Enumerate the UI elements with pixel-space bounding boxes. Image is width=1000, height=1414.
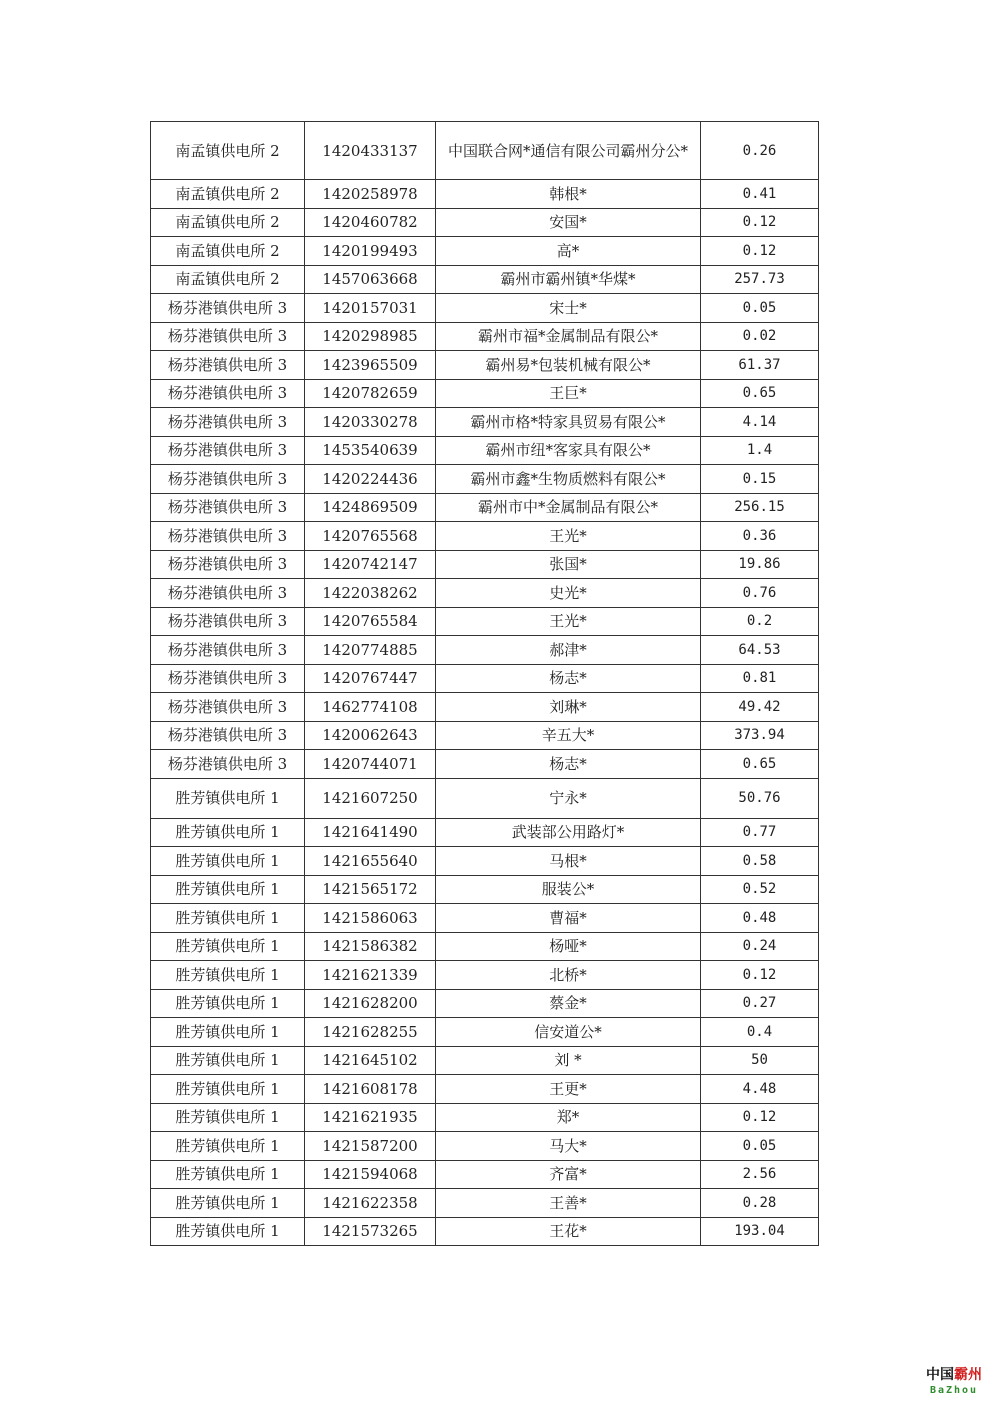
logo-wordmark: [921, 1366, 987, 1384]
amount-cell: 257.73: [701, 265, 819, 294]
table-row: [151, 1046, 819, 1075]
table-row: [151, 465, 819, 494]
customer-name-cell: 王更*: [436, 1075, 701, 1104]
station-cell: 南孟镇供电所 2: [151, 180, 305, 209]
account-number-cell: 1421641490: [305, 818, 436, 847]
table-body: [151, 122, 819, 1246]
account-number-cell: 1422038262: [305, 579, 436, 608]
customer-name-cell: 杨志*: [436, 750, 701, 779]
customer-name-cell: 王巨*: [436, 379, 701, 408]
amount-cell: 0.26: [701, 122, 819, 180]
amount-cell: 50.76: [701, 778, 819, 818]
account-number-cell: 1453540639: [305, 436, 436, 465]
account-number-cell: 1421608178: [305, 1075, 436, 1104]
customer-name-cell: 韩根*: [436, 180, 701, 209]
customer-name-cell: 张国*: [436, 550, 701, 579]
station-cell: 杨芬港镇供电所 3: [151, 493, 305, 522]
customer-name-cell: 曹福*: [436, 904, 701, 933]
amount-cell: 50: [701, 1046, 819, 1075]
account-number-cell: 1421621935: [305, 1103, 436, 1132]
table-row: [151, 493, 819, 522]
amount-cell: 1.4: [701, 436, 819, 465]
account-number-cell: 1420765584: [305, 607, 436, 636]
account-number-cell: 1421573265: [305, 1217, 436, 1246]
table-row: [151, 122, 819, 180]
station-cell: 南孟镇供电所 2: [151, 265, 305, 294]
account-number-cell: 1420330278: [305, 408, 436, 437]
station-cell: 胜芳镇供电所 1: [151, 1018, 305, 1047]
station-cell: 胜芳镇供电所 1: [151, 932, 305, 961]
account-number-cell: 1421628255: [305, 1018, 436, 1047]
account-number-cell: 1423965509: [305, 351, 436, 380]
amount-cell: 256.15: [701, 493, 819, 522]
account-number-cell: 1421594068: [305, 1160, 436, 1189]
amount-cell: 0.76: [701, 579, 819, 608]
logo-text-china: 中国: [926, 1367, 954, 1383]
table-row: [151, 1132, 819, 1161]
amount-cell: 0.12: [701, 1103, 819, 1132]
station-cell: 杨芬港镇供电所 3: [151, 721, 305, 750]
account-number-cell: 1420199493: [305, 237, 436, 266]
customer-name-cell: 霸州市中*金属制品有限公*: [436, 493, 701, 522]
account-number-cell: 1421655640: [305, 847, 436, 876]
account-number-cell: 1457063668: [305, 265, 436, 294]
customer-name-cell: 霸州市霸州镇*华煤*: [436, 265, 701, 294]
account-number-cell: 1420157031: [305, 294, 436, 323]
account-number-cell: 1462774108: [305, 693, 436, 722]
customer-name-cell: 王光*: [436, 522, 701, 551]
table-row: [151, 180, 819, 209]
account-number-cell: 1421565172: [305, 875, 436, 904]
station-cell: 杨芬港镇供电所 3: [151, 436, 305, 465]
account-number-cell: 1421607250: [305, 778, 436, 818]
customer-name-cell: 宋士*: [436, 294, 701, 323]
customer-name-cell: 高*: [436, 237, 701, 266]
amount-cell: 0.05: [701, 294, 819, 323]
table-row: [151, 818, 819, 847]
station-cell: 杨芬港镇供电所 3: [151, 408, 305, 437]
table-row: [151, 1103, 819, 1132]
station-cell: 胜芳镇供电所 1: [151, 1160, 305, 1189]
amount-cell: 0.65: [701, 750, 819, 779]
arrears-table: [150, 121, 819, 1246]
customer-name-cell: 蔡金*: [436, 989, 701, 1018]
amount-cell: 19.86: [701, 550, 819, 579]
logo-text-bazhou: 霸州: [954, 1367, 982, 1383]
amount-cell: 0.58: [701, 847, 819, 876]
amount-cell: 193.04: [701, 1217, 819, 1246]
table-row: [151, 579, 819, 608]
table-row: [151, 522, 819, 551]
customer-name-cell: 郝津*: [436, 636, 701, 665]
station-cell: 杨芬港镇供电所 3: [151, 465, 305, 494]
station-cell: 胜芳镇供电所 1: [151, 1103, 305, 1132]
logo-pinyin: BaZhou: [929, 1385, 979, 1396]
amount-cell: 0.12: [701, 961, 819, 990]
station-cell: 杨芬港镇供电所 3: [151, 322, 305, 351]
amount-cell: 0.02: [701, 322, 819, 351]
account-number-cell: 1421621339: [305, 961, 436, 990]
account-number-cell: 1420744071: [305, 750, 436, 779]
table-row: [151, 322, 819, 351]
amount-cell: 0.15: [701, 465, 819, 494]
amount-cell: 0.81: [701, 664, 819, 693]
station-cell: 胜芳镇供电所 1: [151, 1217, 305, 1246]
account-number-cell: 1421586382: [305, 932, 436, 961]
table-row: [151, 721, 819, 750]
table-row: [151, 265, 819, 294]
table-row: [151, 750, 819, 779]
customer-name-cell: 辛五大*: [436, 721, 701, 750]
station-cell: 南孟镇供电所 2: [151, 122, 305, 180]
station-cell: 杨芬港镇供电所 3: [151, 379, 305, 408]
customer-name-cell: 杨志*: [436, 664, 701, 693]
site-logo[interactable]: [921, 1366, 987, 1402]
station-cell: 胜芳镇供电所 1: [151, 904, 305, 933]
table-row: [151, 989, 819, 1018]
table-row: [151, 1018, 819, 1047]
station-cell: 胜芳镇供电所 1: [151, 1132, 305, 1161]
account-number-cell: 1421645102: [305, 1046, 436, 1075]
account-number-cell: 1421628200: [305, 989, 436, 1018]
station-cell: 胜芳镇供电所 1: [151, 818, 305, 847]
account-number-cell: 1420224436: [305, 465, 436, 494]
customer-name-cell: 霸州市纽*客家具有限公*: [436, 436, 701, 465]
account-number-cell: 1420774885: [305, 636, 436, 665]
table-row: [151, 636, 819, 665]
amount-cell: 0.24: [701, 932, 819, 961]
amount-cell: 0.52: [701, 875, 819, 904]
customer-name-cell: 霸州市鑫*生物质燃料有限公*: [436, 465, 701, 494]
table-row: [151, 208, 819, 237]
table-row: [151, 932, 819, 961]
account-number-cell: 1424869509: [305, 493, 436, 522]
customer-name-cell: 史光*: [436, 579, 701, 608]
amount-cell: 0.41: [701, 180, 819, 209]
amount-cell: 0.65: [701, 379, 819, 408]
table-row: [151, 904, 819, 933]
table-row: [151, 294, 819, 323]
account-number-cell: 1420742147: [305, 550, 436, 579]
account-number-cell: 1420298985: [305, 322, 436, 351]
account-number-cell: 1420765568: [305, 522, 436, 551]
table-row: [151, 379, 819, 408]
amount-cell: 0.28: [701, 1189, 819, 1218]
customer-name-cell: 马根*: [436, 847, 701, 876]
customer-name-cell: 刘 *: [436, 1046, 701, 1075]
customer-name-cell: 刘琳*: [436, 693, 701, 722]
station-cell: 胜芳镇供电所 1: [151, 989, 305, 1018]
customer-name-cell: 齐富*: [436, 1160, 701, 1189]
station-cell: 杨芬港镇供电所 3: [151, 693, 305, 722]
amount-cell: 49.42: [701, 693, 819, 722]
table-row: [151, 961, 819, 990]
station-cell: 杨芬港镇供电所 3: [151, 636, 305, 665]
customer-name-cell: 服装公*: [436, 875, 701, 904]
station-cell: 杨芬港镇供电所 3: [151, 750, 305, 779]
account-number-cell: 1421622358: [305, 1189, 436, 1218]
amount-cell: 0.77: [701, 818, 819, 847]
customer-name-cell: 安国*: [436, 208, 701, 237]
customer-name-cell: 武装部公用路灯*: [436, 818, 701, 847]
table-row: [151, 1189, 819, 1218]
station-cell: 胜芳镇供电所 1: [151, 1046, 305, 1075]
amount-cell: 0.2: [701, 607, 819, 636]
customer-name-cell: 王花*: [436, 1217, 701, 1246]
account-number-cell: 1420062643: [305, 721, 436, 750]
station-cell: 杨芬港镇供电所 3: [151, 522, 305, 551]
amount-cell: 0.12: [701, 237, 819, 266]
amount-cell: 4.14: [701, 408, 819, 437]
table-row: [151, 875, 819, 904]
customer-name-cell: 宁永*: [436, 778, 701, 818]
table-row: [151, 847, 819, 876]
amount-cell: 0.05: [701, 1132, 819, 1161]
station-cell: 南孟镇供电所 2: [151, 237, 305, 266]
amount-cell: 0.12: [701, 208, 819, 237]
amount-cell: 0.27: [701, 989, 819, 1018]
account-number-cell: 1420258978: [305, 180, 436, 209]
table-row: [151, 351, 819, 380]
station-cell: 杨芬港镇供电所 3: [151, 550, 305, 579]
amount-cell: 2.56: [701, 1160, 819, 1189]
account-number-cell: 1421587200: [305, 1132, 436, 1161]
table-row: [151, 237, 819, 266]
customer-name-cell: 信安道公*: [436, 1018, 701, 1047]
station-cell: 杨芬港镇供电所 3: [151, 664, 305, 693]
customer-name-cell: 王善*: [436, 1189, 701, 1218]
table-row: [151, 1217, 819, 1246]
amount-cell: 61.37: [701, 351, 819, 380]
account-number-cell: 1420767447: [305, 664, 436, 693]
station-cell: 胜芳镇供电所 1: [151, 961, 305, 990]
table-row: [151, 1075, 819, 1104]
station-cell: 杨芬港镇供电所 3: [151, 579, 305, 608]
customer-name-cell: 霸州市格*特家具贸易有限公*: [436, 408, 701, 437]
customer-name-cell: 中国联合网*通信有限公司霸州分公*: [436, 122, 701, 180]
customer-name-cell: 马大*: [436, 1132, 701, 1161]
station-cell: 南孟镇供电所 2: [151, 208, 305, 237]
amount-cell: 64.53: [701, 636, 819, 665]
station-cell: 胜芳镇供电所 1: [151, 875, 305, 904]
table-row: [151, 778, 819, 818]
amount-cell: 0.48: [701, 904, 819, 933]
account-number-cell: 1421586063: [305, 904, 436, 933]
station-cell: 胜芳镇供电所 1: [151, 1075, 305, 1104]
customer-name-cell: 王光*: [436, 607, 701, 636]
customer-name-cell: 霸州易*包装机械有限公*: [436, 351, 701, 380]
amount-cell: 4.48: [701, 1075, 819, 1104]
table-row: [151, 1160, 819, 1189]
table-row: [151, 436, 819, 465]
table-row: [151, 607, 819, 636]
station-cell: 胜芳镇供电所 1: [151, 1189, 305, 1218]
table-row: [151, 550, 819, 579]
table-row: [151, 408, 819, 437]
customer-name-cell: 北桥*: [436, 961, 701, 990]
customer-name-cell: 杨哑*: [436, 932, 701, 961]
amount-cell: 0.36: [701, 522, 819, 551]
station-cell: 胜芳镇供电所 1: [151, 778, 305, 818]
station-cell: 胜芳镇供电所 1: [151, 847, 305, 876]
amount-cell: 373.94: [701, 721, 819, 750]
amount-cell: 0.4: [701, 1018, 819, 1047]
account-number-cell: 1420433137: [305, 122, 436, 180]
customer-name-cell: 郑*: [436, 1103, 701, 1132]
table-row: [151, 664, 819, 693]
customer-name-cell: 霸州市福*金属制品有限公*: [436, 322, 701, 351]
table-row: [151, 693, 819, 722]
station-cell: 杨芬港镇供电所 3: [151, 351, 305, 380]
account-number-cell: 1420460782: [305, 208, 436, 237]
account-number-cell: 1420782659: [305, 379, 436, 408]
station-cell: 杨芬港镇供电所 3: [151, 294, 305, 323]
station-cell: 杨芬港镇供电所 3: [151, 607, 305, 636]
